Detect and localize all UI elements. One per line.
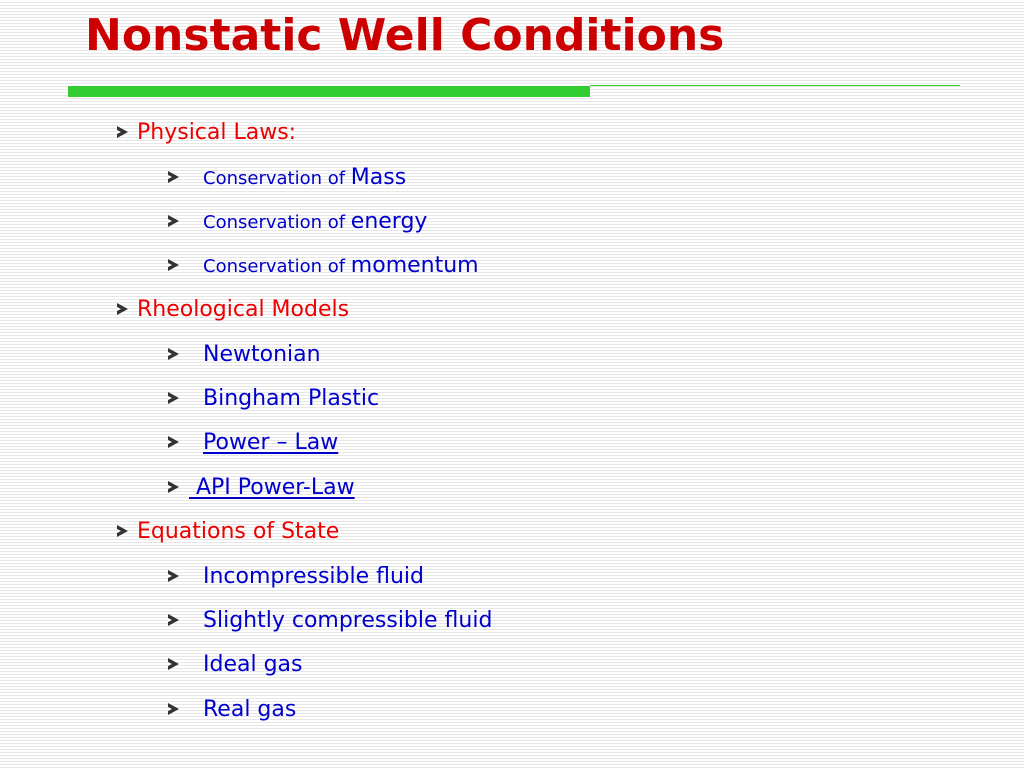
item-label: Conservation of Mass bbox=[203, 164, 407, 190]
section-label: Physical Laws: bbox=[137, 119, 297, 145]
item-label: Newtonian bbox=[203, 341, 321, 367]
list-item-power-law[interactable] bbox=[168, 426, 338, 458]
arrow-bullet-icon bbox=[168, 703, 179, 715]
list-item-conservation-momentum bbox=[168, 249, 479, 281]
arrow-bullet-icon bbox=[168, 215, 179, 227]
arrow-bullet-icon bbox=[168, 348, 179, 360]
arrow-bullet-icon bbox=[168, 658, 179, 670]
item-label: Conservation of momentum bbox=[203, 252, 479, 278]
arrow-bullet-icon bbox=[117, 525, 128, 537]
arrow-bullet-icon bbox=[168, 481, 179, 493]
list-item-ideal-gas bbox=[168, 648, 302, 680]
item-label: Incompressible fluid bbox=[203, 563, 424, 589]
section-label: Rheological Models bbox=[137, 296, 350, 322]
list-item-incompressible-fluid bbox=[168, 560, 424, 592]
item-label: Ideal gas bbox=[203, 651, 303, 677]
power-law-link[interactable]: Power – Law bbox=[203, 429, 339, 455]
item-label: Real gas bbox=[203, 696, 297, 722]
arrow-bullet-icon bbox=[168, 614, 179, 626]
arrow-bullet-icon bbox=[168, 171, 179, 183]
list-item-newtonian bbox=[168, 338, 321, 370]
api-power-law-link[interactable]: API Power-Law bbox=[189, 474, 355, 500]
section-physical-laws bbox=[117, 116, 296, 148]
item-label: Slightly compressible fluid bbox=[203, 607, 493, 633]
arrow-bullet-icon bbox=[168, 392, 179, 404]
list-item-api-power-law[interactable] bbox=[168, 471, 355, 503]
arrow-bullet-icon bbox=[168, 436, 179, 448]
list-item-real-gas bbox=[168, 693, 296, 725]
item-label: Conservation of energy bbox=[203, 208, 428, 234]
section-rheological-models bbox=[117, 293, 349, 325]
slide-title: Nonstatic Well Conditions bbox=[85, 10, 725, 61]
list-item-conservation-mass bbox=[168, 161, 406, 193]
arrow-bullet-icon bbox=[168, 570, 179, 582]
list-item-conservation-energy bbox=[168, 205, 427, 237]
list-item-bingham-plastic bbox=[168, 382, 379, 414]
list-item-slightly-compressible-fluid bbox=[168, 604, 492, 636]
section-label: Equations of State bbox=[137, 518, 340, 544]
arrow-bullet-icon bbox=[117, 303, 128, 315]
arrow-bullet-icon bbox=[168, 259, 179, 271]
section-equations-of-state bbox=[117, 515, 339, 547]
arrow-bullet-icon bbox=[117, 126, 128, 138]
item-label: Bingham Plastic bbox=[203, 385, 380, 411]
